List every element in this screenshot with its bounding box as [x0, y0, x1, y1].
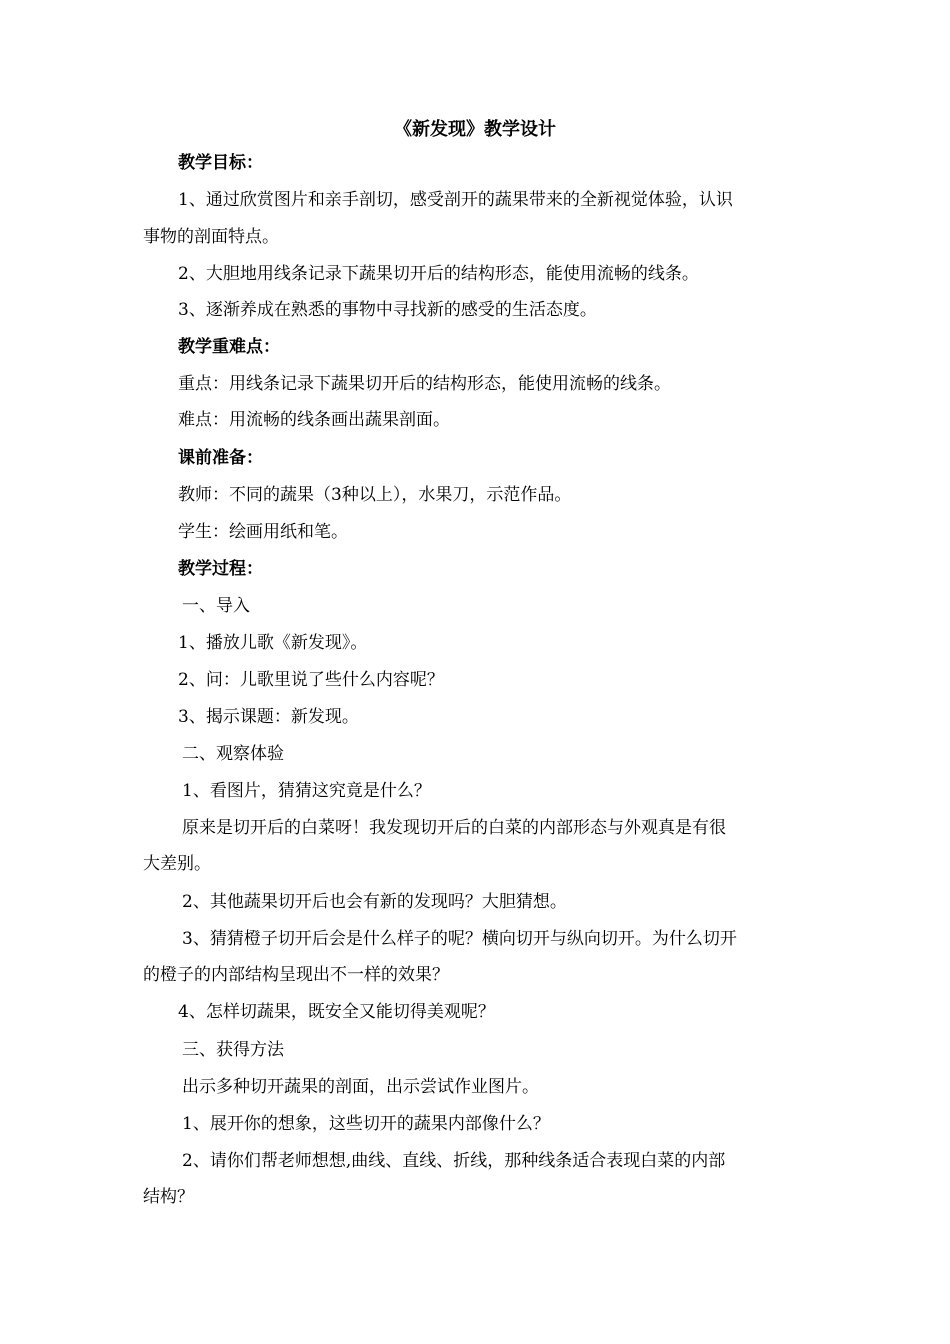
part-1-step-3: 3、揭示课题：新发现。 — [178, 707, 359, 727]
part-1-step-2: 2、问：儿歌里说了些什么内容呢？ — [178, 670, 444, 690]
part-2-step-1: 1、看图片，猜猜这究竟是什么？ — [182, 781, 431, 801]
process-heading: 教学过程： — [178, 559, 263, 579]
part-3-step-2-line-2: 结构？ — [143, 1187, 194, 1207]
part-2-note-line-2: 大差别。 — [143, 854, 211, 874]
objective-1-line-2: 事物的剖面特点。 — [143, 227, 279, 247]
part-3-step-1: 1、展开你的想象，这些切开的蔬果内部像什么？ — [182, 1114, 550, 1134]
key-point-difficulty: 难点：用流畅的线条画出蔬果剖面。 — [178, 410, 450, 430]
document-title: 《新发现》教学设计 — [394, 119, 556, 140]
part-1-heading: 一、导入 — [182, 596, 250, 616]
objectives-heading: 教学目标： — [178, 153, 263, 173]
objective-2: 2、大胆地用线条记录下蔬果切开后的结构形态，能使用流畅的线条。 — [178, 264, 699, 284]
part-2-step-2: 2、其他蔬果切开后也会有新的发现吗？大胆猜想。 — [182, 892, 567, 912]
part-2-step-3-line-1: 3、猜猜橙子切开后会是什么样子的呢？横向切开与纵向切开。为什么切开 — [182, 929, 737, 949]
part-3-step-2-line-1: 2、请你们帮老师想想,曲线、直线、折线，那种线条适合表现白菜的内部 — [182, 1151, 726, 1171]
objective-3: 3、逐渐养成在熟悉的事物中寻找新的感受的生活态度。 — [178, 300, 597, 320]
key-points-heading: 教学重难点： — [178, 337, 280, 357]
objective-1-line-1: 1、通过欣赏图片和亲手剖切，感受剖开的蔬果带来的全新视觉体验，认识 — [178, 190, 733, 210]
part-2-heading: 二、观察体验 — [182, 744, 284, 764]
part-3-intro: 出示多种切开蔬果的剖面，出示尝试作业图片。 — [182, 1077, 539, 1097]
preparation-teacher: 教师：不同的蔬果（3种以上），水果刀，示范作品。 — [178, 485, 572, 505]
part-1-step-1: 1、播放儿歌《新发现》。 — [178, 633, 368, 653]
part-2-step-3-line-2: 的橙子的内部结构呈现出不一样的效果？ — [143, 965, 449, 985]
part-2-step-4: 4、怎样切蔬果，既安全又能切得美观呢？ — [178, 1002, 495, 1022]
preparation-student: 学生：绘画用纸和笔。 — [178, 522, 348, 542]
part-3-heading: 三、获得方法 — [182, 1040, 284, 1060]
preparation-heading: 课前准备： — [178, 448, 263, 468]
part-2-note-line-1: 原来是切开后的白菜呀！我发现切开后的白菜的内部形态与外观真是有很 — [182, 818, 726, 838]
key-point-focus: 重点：用线条记录下蔬果切开后的结构形态，能使用流畅的线条。 — [178, 374, 671, 394]
